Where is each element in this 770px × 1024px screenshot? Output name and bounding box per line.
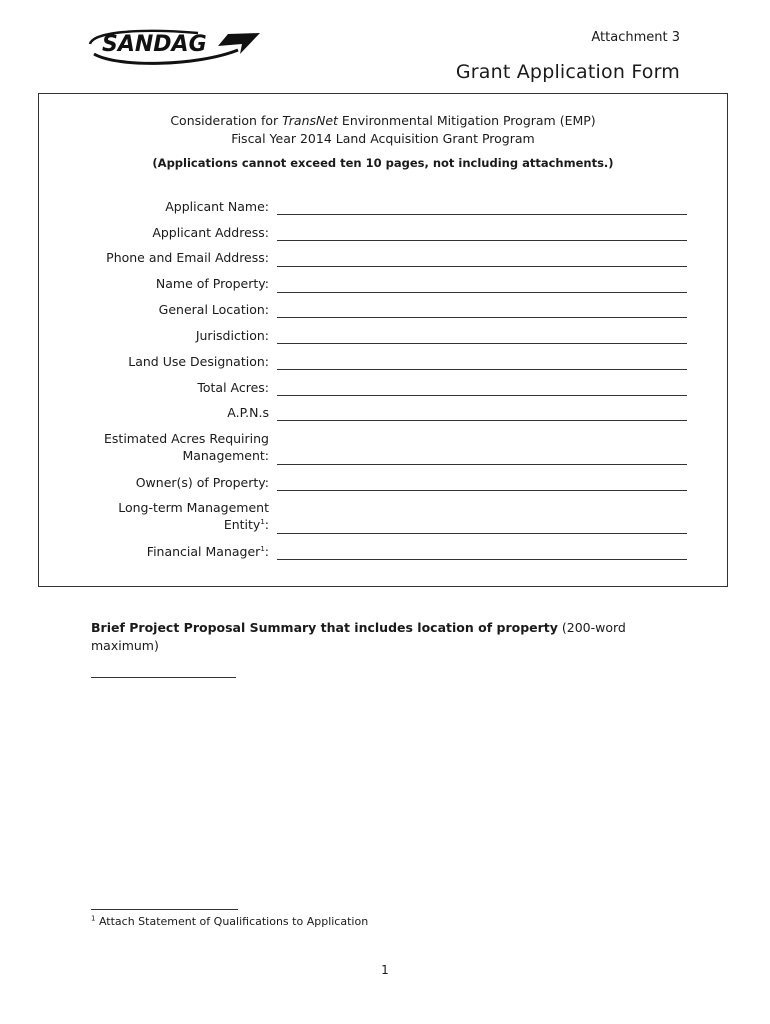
owners-label: Owner(s) of Property:	[135, 475, 269, 490]
apns-label: A.P.N.s	[227, 405, 269, 420]
footnote-ref: 1	[260, 544, 265, 553]
est-acres-field[interactable]	[277, 464, 687, 465]
sandag-logo	[88, 24, 264, 70]
summary-heading	[91, 619, 651, 655]
application-form	[38, 93, 728, 587]
financial-manager-text: Financial Manager	[146, 544, 261, 559]
summary-heading-note: (200-word maximum)	[91, 620, 626, 653]
page-limit-note: (Applications cannot exceed ten 10 pages, not including attachments.)	[152, 156, 614, 170]
jurisdiction-field[interactable]	[277, 343, 687, 344]
applicant-name-label: Applicant Name:	[165, 199, 269, 214]
summary-heading-bold: Brief Project Proposal Summary that includes location of property	[91, 620, 558, 635]
entity-field[interactable]	[277, 533, 687, 534]
label-colon: :	[264, 517, 269, 532]
jurisdiction-label: Jurisdiction:	[195, 328, 269, 343]
applicant-address-label: Applicant Address:	[152, 225, 269, 240]
footnote	[91, 915, 368, 928]
page-number: 1	[381, 963, 389, 977]
entity-label	[118, 499, 269, 533]
financial-manager-field[interactable]	[277, 559, 687, 560]
footnote-mark: 1	[91, 914, 96, 923]
total-acres-label: Total Acres:	[197, 380, 269, 395]
applicant-name-field[interactable]	[277, 214, 687, 215]
general-location-label: General Location:	[158, 302, 269, 317]
intro-suffix: Environmental Mitigation Program (EMP)	[337, 113, 596, 128]
phone-email-field[interactable]	[277, 266, 687, 267]
program-line	[39, 113, 727, 128]
entity-label-line1: Long-term Management	[118, 500, 269, 515]
attachment-label: Attachment 3	[591, 30, 680, 45]
label-colon: :	[264, 544, 269, 559]
land-use-label: Land Use Designation:	[128, 354, 269, 369]
summary-entry-line[interactable]	[91, 677, 236, 678]
page-title: Grant Application Form	[455, 61, 680, 83]
financial-manager-label	[147, 543, 269, 560]
land-use-field[interactable]	[277, 369, 687, 370]
est-acres-label	[104, 430, 269, 464]
applicant-address-field[interactable]	[277, 240, 687, 241]
footnote-divider	[91, 909, 238, 910]
apns-field[interactable]	[277, 420, 687, 421]
property-name-label: Name of Property:	[155, 276, 269, 291]
est-acres-label-line1: Estimated Acres Requiring	[104, 431, 269, 446]
sandag-logo-graphic	[88, 24, 264, 70]
intro-prefix: Consideration for	[170, 113, 283, 128]
transnet-name: TransNet	[282, 113, 338, 128]
footnote-ref: 1	[260, 517, 265, 526]
general-location-field[interactable]	[277, 317, 687, 318]
est-acres-label-line2: Management:	[182, 448, 269, 463]
property-name-field[interactable]	[277, 292, 687, 293]
entity-label-line2: Entity	[223, 517, 261, 532]
owners-field[interactable]	[277, 490, 687, 491]
logo-text: SANDAG	[102, 32, 207, 57]
total-acres-field[interactable]	[277, 395, 687, 396]
footnote-text: Attach Statement of Qualifications to Application	[95, 915, 369, 928]
phone-email-label: Phone and Email Address:	[106, 250, 269, 265]
fiscal-year-line: Fiscal Year 2014 Land Acquisition Grant Program	[231, 131, 535, 146]
